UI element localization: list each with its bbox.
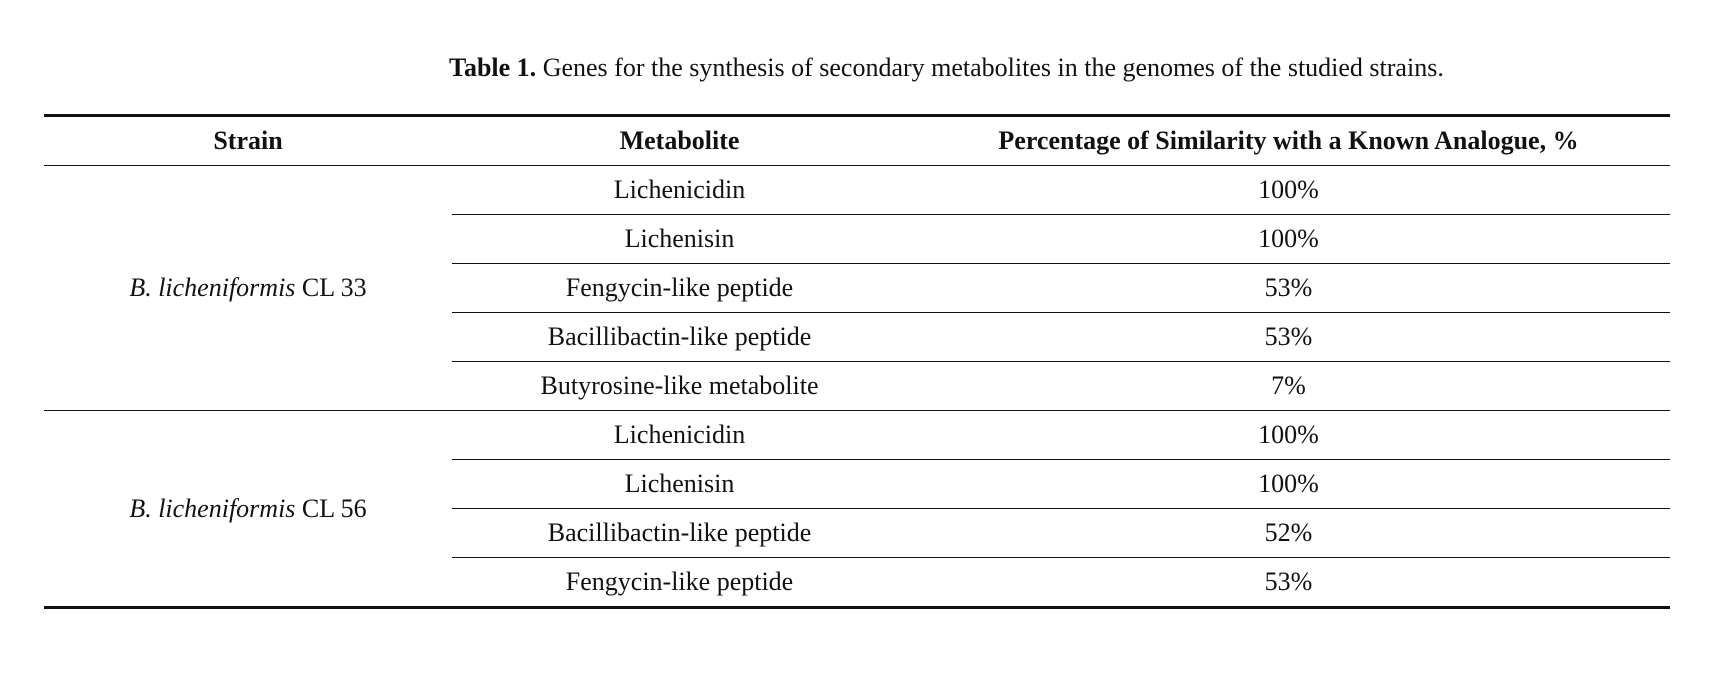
table-caption-label: Table 1.	[449, 53, 537, 82]
strain-cell-cl33	[44, 166, 452, 411]
strain-species: B. licheniformis	[129, 493, 296, 523]
similarity-cell: 53%	[1264, 322, 1313, 351]
header-metabolite: Metabolite	[619, 126, 740, 155]
strain-cell-cl56	[44, 411, 452, 608]
table-caption	[449, 50, 1444, 86]
table-header	[44, 116, 1670, 166]
similarity-cell: 100%	[1258, 175, 1319, 204]
strain-code: CL 56	[295, 493, 367, 523]
header-strain: Strain	[213, 126, 283, 155]
similarity-cell: 100%	[1258, 224, 1319, 253]
metabolite-cell: Fengycin-like peptide	[565, 567, 794, 596]
metabolite-cell: Bacillibactin-like peptide	[547, 518, 812, 547]
similarity-cell: 100%	[1258, 420, 1319, 449]
header-row	[44, 116, 1670, 166]
metabolite-table	[44, 114, 1670, 609]
metabolite-cell: Fengycin-like peptide	[565, 273, 794, 302]
table-row	[44, 411, 1670, 460]
similarity-cell: 7%	[1271, 371, 1306, 400]
similarity-cell: 52%	[1264, 518, 1313, 547]
strain-species: B. licheniformis	[129, 273, 296, 302]
metabolite-cell: Lichenisin	[624, 224, 735, 253]
header-similarity: Percentage of Similarity with a Known Analogue, %	[998, 126, 1579, 155]
metabolite-cell: Lichenicidin	[613, 420, 746, 449]
similarity-cell: 100%	[1258, 469, 1319, 498]
table-row	[44, 166, 1670, 215]
table-body	[44, 166, 1670, 608]
table-caption-text: Genes for the synthesis of secondary metabolites in the genomes of the studied strains.	[542, 53, 1444, 82]
strain-code: CL 33	[295, 273, 367, 302]
metabolite-cell: Lichenisin	[624, 469, 735, 498]
metabolite-cell: Bacillibactin-like peptide	[547, 322, 812, 351]
similarity-cell: 53%	[1264, 273, 1313, 302]
metabolite-cell: Butyrosine-like metabolite	[540, 371, 819, 400]
metabolite-cell: Lichenicidin	[613, 175, 746, 204]
similarity-cell: 53%	[1264, 567, 1313, 596]
